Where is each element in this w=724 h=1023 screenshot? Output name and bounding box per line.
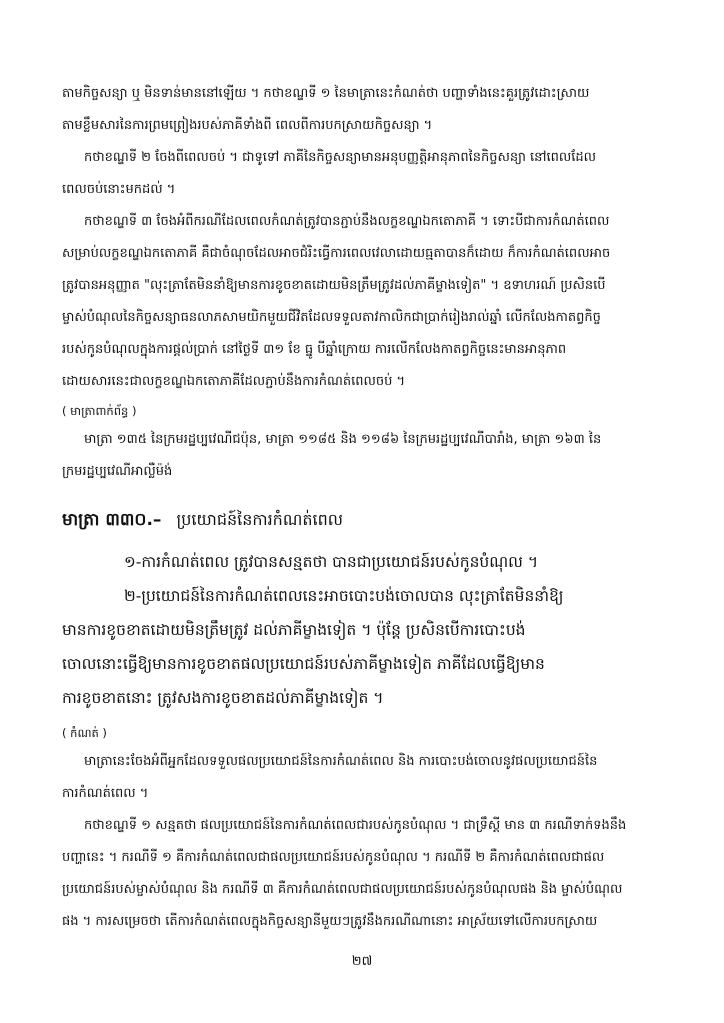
- text-line: កថាខណ្ឌទី ២ ចែងពីពេលចប់ ។ ជាទូទៅ ភាគីនៃកិច្ចសន្យាមានអនុបញ្ញត្តិអានុភាពនៃកិច្ចសន្យា នៅពេលដែល: [84, 150, 597, 165]
- article-line: ១-ការកំណត់ពេល ត្រូវបានសន្មតថា បានជាប្រយោជន៍របស់កូនបំណុល ។: [124, 553, 539, 571]
- article-line: ការខូចខាតនោះ ត្រូវសងការខូចខាតដល់ភាគីម្ខាងទៀត ។: [62, 689, 384, 707]
- note-section: [62, 720, 674, 938]
- text-line: ពេលចប់នោះមកដល់ ។: [62, 182, 176, 197]
- text-line: កថាខណ្ឌទី ១ សន្មតថា ផលប្រយោជន៍នៃការកំណត់ពេលជារបស់កូនបំណុល ។ ជាទ្រឹស្តី មាន ៣ ករណីទាក់ទងនឹង: [84, 818, 627, 833]
- related-articles-section: [62, 398, 674, 488]
- article-line: ចោលនោះធ្វើឱ្យមានការខូចខាតផលប្រយោជន៍របស់ភាគីម្ខាងទៀត ភាគីដែលធ្វើឱ្យមាន: [62, 655, 545, 673]
- page-number: ២៧: [351, 954, 373, 969]
- text-line: កថាខណ្ឌទី ៣ ចែងអំពីករណីដែលពេលកំណត់ត្រូវបានភ្ជាប់នឹងលក្ខខណ្ឌឯកតោភាគី ។ ទោះបីជាការកំណត់ពេល: [84, 214, 610, 229]
- article-number: មាត្រា ៣៣០.–: [62, 510, 162, 530]
- text-line: តាមខ្លឹមសារនៃការព្រមព្រៀងរបស់ភាគីទាំងពី ពេលពីការបកស្រាយកិច្ចសន្យា ។: [62, 118, 433, 133]
- text-line: មាត្រា ១៣៥ នៃក្រមរដ្ឋប្បវេណីជប៉ុន, មាត្រា ១១៨៥ និង ១១៨៦ នៃក្រមរដ្ឋប្បវេណីបារាំង, មាត្រា ១៦៣ នៃ: [84, 432, 602, 447]
- article-line: ២-ប្រយោជន៍នៃការកំណត់ពេលនេះអាចបោះបង់ចោលបាន លុះត្រាតែមិននាំឱ្យ: [124, 587, 564, 605]
- commentary-block-1: [62, 78, 674, 398]
- article-line: មានការខូចខាតដោយមិនត្រឹមត្រូវ ដល់ភាគីម្ខាងទៀត ។ ប៉ុន្តែ ប្រសិនបើការបោះបង់: [62, 621, 526, 639]
- text-line: ដោយសារនេះជាលក្ខខណ្ឌឯកតោភាគីដែលភ្ជាប់នឹងការកំណត់ពេលចប់ ។: [62, 374, 406, 389]
- text-line: ម្ចាស់បំណុលនៃកិច្ចសន្យាធនលាភសាមយិកមួយជីវិតដែលទទួលតាវកាលិកជាប្រាក់រៀងរាល់ឆ្នាំ លើកលែងកាតព្វកិច្ច: [62, 310, 601, 325]
- text-line: តាមកិច្ចសន្យា ឬ មិនទាន់មាននៅឡើយ ។ កថាខណ្ឌទី ១ នៃមាត្រានេះកំណត់ថា បញ្ហាទាំងនេះគួរត្រូវដោះស្រាយ: [62, 86, 590, 101]
- text-line: ផង ។ ការសម្រេចថា តើការកំណត់ពេលក្នុងកិច្ចសន្យានីមួយៗត្រូវនឹងករណីណានោះ អាស្រ័យទៅលើការបកស្រាយ: [62, 914, 598, 929]
- article-title: ប្រយោជន៍នៃការកំណត់ពេល: [176, 510, 343, 529]
- text-line: ត្រូវបានអនុញ្ញាត "លុះត្រាតែមិននាំឱ្យមានការខូចខាតដោយមិនត្រឹមត្រូវដល់ភាគីម្ខាងទៀត" ។ ឧទាហរណ៍ ប្រសិនបើ: [62, 278, 606, 293]
- article-body: [62, 545, 674, 715]
- text-line: របស់កូនបំណុលក្នុងការផ្តល់ប្រាក់ នៅថ្ងៃទី ៣១ ខែ ធ្នូ បីឆ្នាំក្រោយ ការលើកលែងកាតព្វកិច្ចនេះមានអានុភាព: [62, 342, 567, 357]
- text-line: ប្រយោជន៍របស់ម្ចាស់បំណុល និង ករណីទី ៣ គឺការកំណត់ពេលជាផលប្រយោជន៍របស់កូនបំណុលផង និង ម្ចាស់បំណុល: [62, 882, 623, 897]
- text-line: ការកំណត់ពេល ។: [62, 786, 149, 801]
- note-label: ( កំណត់ ): [62, 726, 107, 740]
- related-articles-label: ( មាត្រាពាក់ព័ន្ធ ): [62, 404, 137, 418]
- text-line: ក្រមរដ្ឋប្បវេណីអាល្លឺម៉ង់: [62, 464, 173, 479]
- article-heading: [62, 509, 674, 543]
- text-line: បញ្ហានេះ ។ ករណីទី ១ គឺការកំណត់ពេលជាផលប្រយោជន៍របស់កូនបំណុល ។ ករណីទី ២ គឺការកំណត់ពេលជាផល: [62, 850, 605, 865]
- text-line: សម្រាប់លក្ខខណ្ឌឯកតោភាគី គឺជាចំណុចដែលអាចជំរិះធ្វើការពេលវេលាដោយធ្មតាបានក៏ដោយ ក៏ការកំណត់ពេលអាច: [62, 246, 611, 261]
- text-line: មាត្រានេះចែងអំពីអ្នកដែលទទួលផលប្រយោជន៍នៃការកំណត់ពេល និង ការបោះបង់ចោលនូវផលប្រយោជន៍នៃ: [84, 754, 598, 769]
